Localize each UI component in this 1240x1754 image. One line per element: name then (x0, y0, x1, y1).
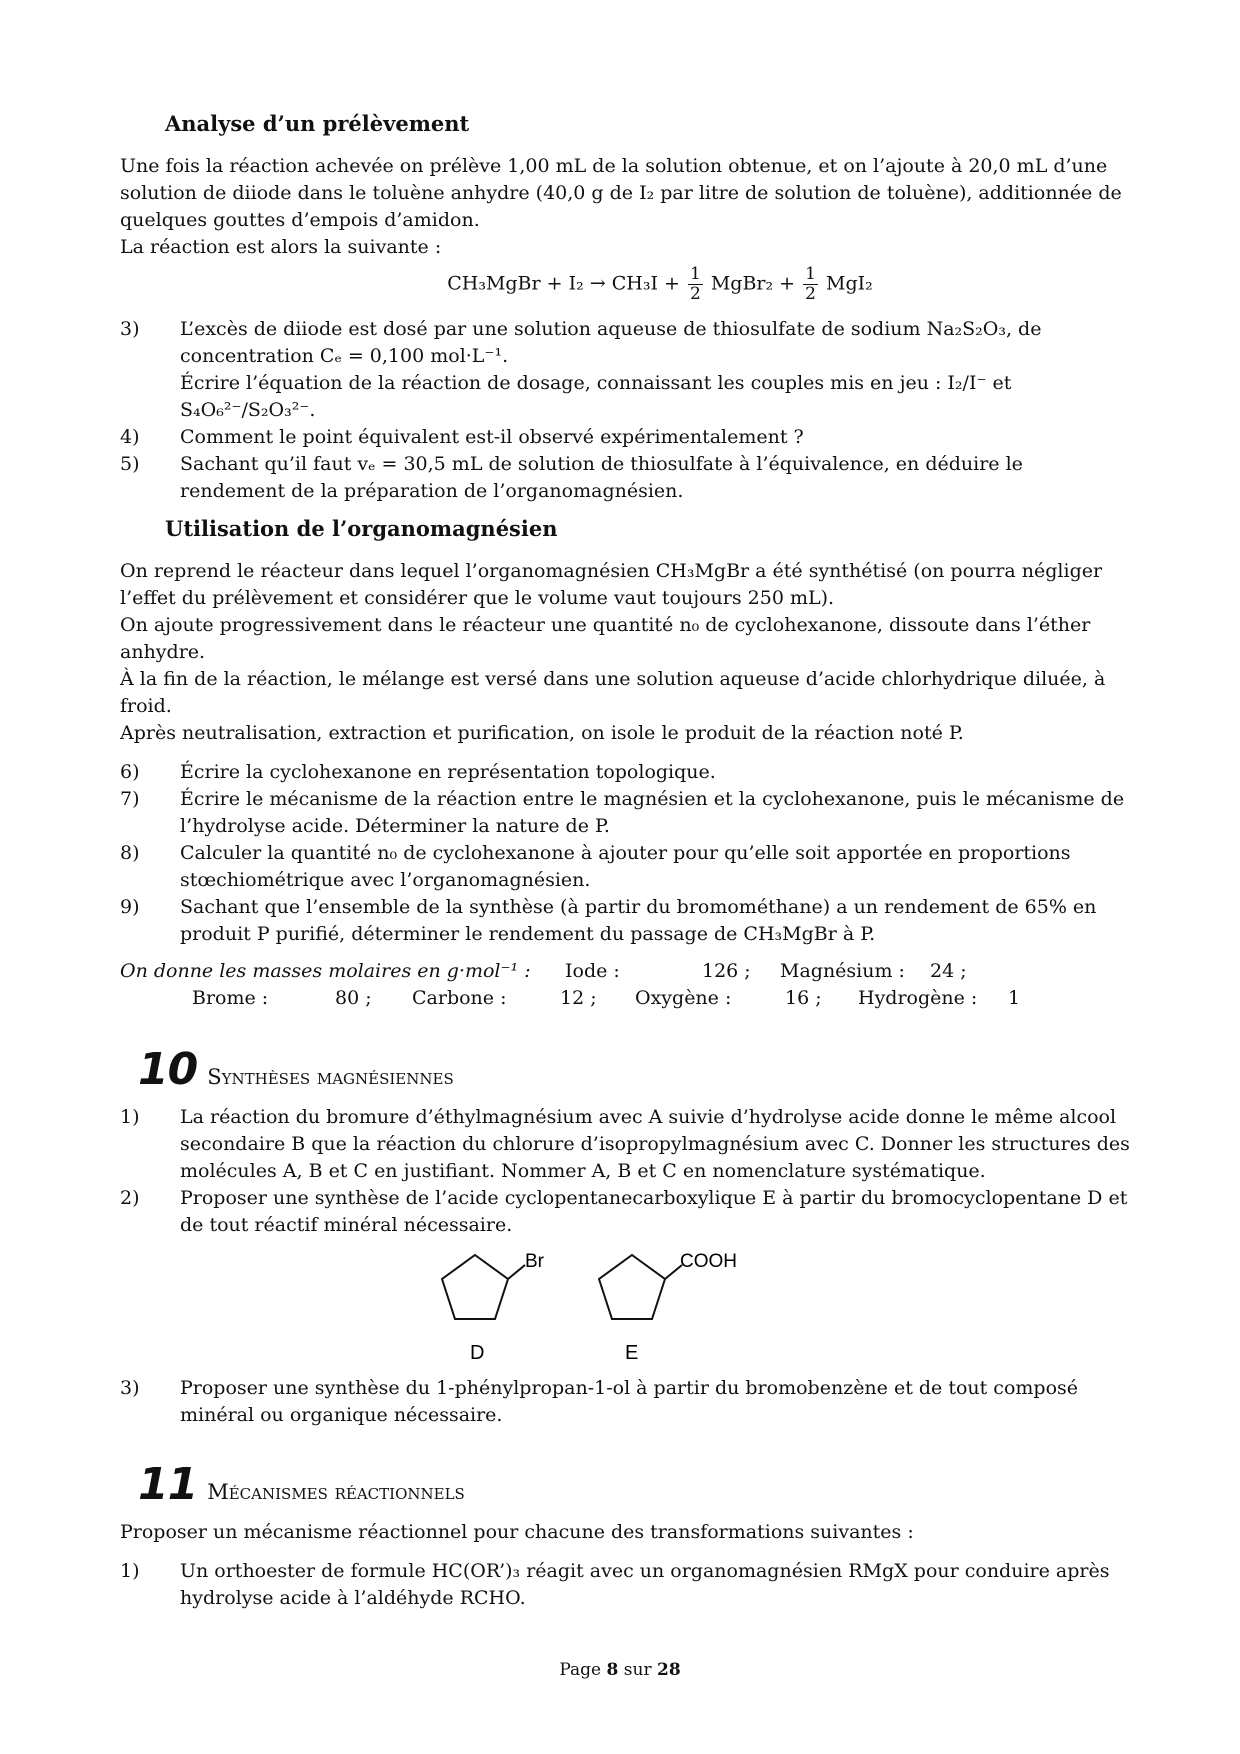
masses-label: On donne les masses molaires en g·mol⁻¹ : (120, 960, 531, 982)
section-title-analyse: Analyse d’un prélèvement (165, 111, 470, 136)
question-item: 2) Proposer une synthèse de l’acide cyclopentanecarboxylique E à partir du bromocyclopentane D et de tout réactif minéral nécessaire. (120, 1187, 1128, 1236)
section-title: Synthèses magnésiennes (207, 1065, 454, 1089)
mass-value: 16 ; (785, 987, 822, 1009)
mass-value: 80 ; (335, 987, 372, 1009)
equation-left: CH₃MgBr + I₂ → CH₃I + (447, 272, 680, 295)
section-title: Mécanismes réactionnels (207, 1480, 465, 1504)
footer-middle: sur (623, 1660, 652, 1680)
footer-prefix: Page (559, 1660, 602, 1680)
section-heading-10 (138, 1044, 1130, 1095)
question-item: Écrire l’équation de la réaction de dosage, connaissant les couples mis en jeu : I₂/I⁻ et S₄O₆²⁻/S₂O₃²⁻. (180, 372, 1012, 421)
question-item: 4) Comment le point équivalent est-il observé expérimentalement ? (120, 426, 804, 448)
mass-name: Oxygène : (635, 987, 732, 1009)
mass-name: Iode : (565, 960, 620, 982)
question-item: 1) Un orthoester de formule HC(OR’)₃ réagit avec un organomagnésien RMgX pour conduire après hydrolyse acide à l’aldéhyde RCHO. (120, 1560, 1110, 1609)
paragraph-intro: Une fois la réaction achevée on prélève 1,00 mL de la solution obtenue, et on l’ajoute à 20,0 mL d’une solution de diiode dans le toluène anhydre (40,0 g de I₂ par litre de solution de toluène), additionnée de quelques gouttes d’empois d’amidon. (120, 155, 1122, 231)
mass-name: Brome : (192, 987, 269, 1009)
paragraph: On reprend le réacteur dans lequel l’organomagnésien CH₃MgBr a été synthétisé (on pourra négliger l’effet du prélèvement et considérer que le volume vaut toujours 250 mL). (120, 560, 1103, 609)
paragraph: Après neutralisation, extraction et purification, on isole le produit de la réaction noté P. (120, 722, 964, 744)
mass-value: 126 ; (702, 960, 751, 982)
molecule-figure (120, 1249, 1130, 1369)
question-item: 5) Sachant qu’il faut vₑ = 30,5 mL de solution de thiosulfate à l’équivalence, en déduire le rendement de la préparation de l’organomagnésien. (120, 453, 1023, 502)
paragraph: À la fin de la réaction, le mélange est versé dans une solution aqueuse d’acide chlorhydrique diluée, à froid. (120, 668, 1106, 717)
document-page (120, 110, 1130, 1622)
fraction-one-half: $\frac{1}{2}$ (689, 264, 701, 304)
molecule-d-ring (442, 1255, 525, 1319)
section-number: 11 (138, 1459, 198, 1510)
molar-masses (120, 958, 1130, 1014)
mass-value: 24 ; (930, 960, 967, 982)
question-item: 9) Sachant que l’ensemble de la synthèse (à partir du bromométhane) a un rendement de 65% en produit P purifié, déterminer le rendement du passage de CH₃MgBr à P. (120, 896, 1097, 945)
question-list-1 (120, 316, 1130, 505)
question-item: 7) Écrire le mécanisme de la réaction entre le magnésien et la cyclohexanone, puis le mécanisme de l’hydrolyse acide. Déterminer la nature de P. (120, 788, 1125, 837)
question-item: 3) Proposer une synthèse du 1-phénylpropan-1-ol à partir du bromobenzène et de tout composé minéral ou organique nécessaire. (120, 1377, 1079, 1426)
paragraph-reaction-intro: La réaction est alors la suivante : (120, 236, 442, 258)
molecule-e-substituent: COOH (680, 1251, 737, 1272)
section-heading-11 (138, 1459, 1130, 1510)
question-item: 1) La réaction du bromure d’éthylmagnésium avec A suivie d’hydrolyse acide donne le même alcool secondaire B que la réaction du chlorure d’isopropylmagnésium avec C. Donner les structures des molécules A, B et C en justifiant. Nommer A, B et C en nomenclature systématique. (120, 1106, 1130, 1182)
paragraph: On ajoute progressivement dans le réacteur une quantité n₀ de cyclohexanone, dissoute dans l’éther anhydre. (120, 614, 1091, 663)
question-list-11 (120, 1558, 1130, 1612)
question-list-10b (120, 1375, 1130, 1429)
mass-name: Carbone : (412, 987, 507, 1009)
mass-value: 1 (1008, 987, 1021, 1009)
mass-name: Magnésium : (780, 960, 905, 982)
equation-mid: MgBr₂ + (710, 272, 796, 295)
molecule-d-label: D (470, 1342, 485, 1364)
cyclopentane-structures (120, 1249, 1130, 1369)
footer-current-page: 8 (606, 1660, 619, 1680)
question-item: 3) L’excès de diiode est dosé par une solution aqueuse de thiosulfate de sodium Na₂S₂O₃, de concentration Cₑ = 0,100 mol·L⁻¹. (120, 318, 1042, 367)
page-footer (0, 1660, 1240, 1680)
molecule-e-label: E (625, 1342, 639, 1364)
section-title-utilisation: Utilisation de l’organomagnésien (165, 516, 558, 541)
mass-value: 12 ; (560, 987, 597, 1009)
molecule-d-substituent: Br (525, 1251, 544, 1272)
mass-name: Hydrogène : (858, 987, 978, 1009)
question-item: 8) Calculer la quantité n₀ de cyclohexanone à ajouter pour qu’elle soit apportée en proportions stœchiométrique avec l’organomagnésien. (120, 842, 1071, 891)
equation-right: MgI₂ (826, 272, 873, 295)
reaction-equation (190, 265, 1130, 304)
footer-total-pages: 28 (656, 1660, 681, 1680)
molecule-e-ring (599, 1255, 682, 1319)
question-list-10 (120, 1104, 1130, 1239)
question-item: 6) Écrire la cyclohexanone en représentation topologique. (120, 761, 716, 783)
question-list-2 (120, 759, 1130, 948)
section-number: 10 (138, 1044, 198, 1095)
fraction-one-half-2: $\frac{1}{2}$ (805, 264, 816, 304)
paragraph: Proposer un mécanisme réactionnel pour chacune des transformations suivantes : (120, 1521, 914, 1543)
